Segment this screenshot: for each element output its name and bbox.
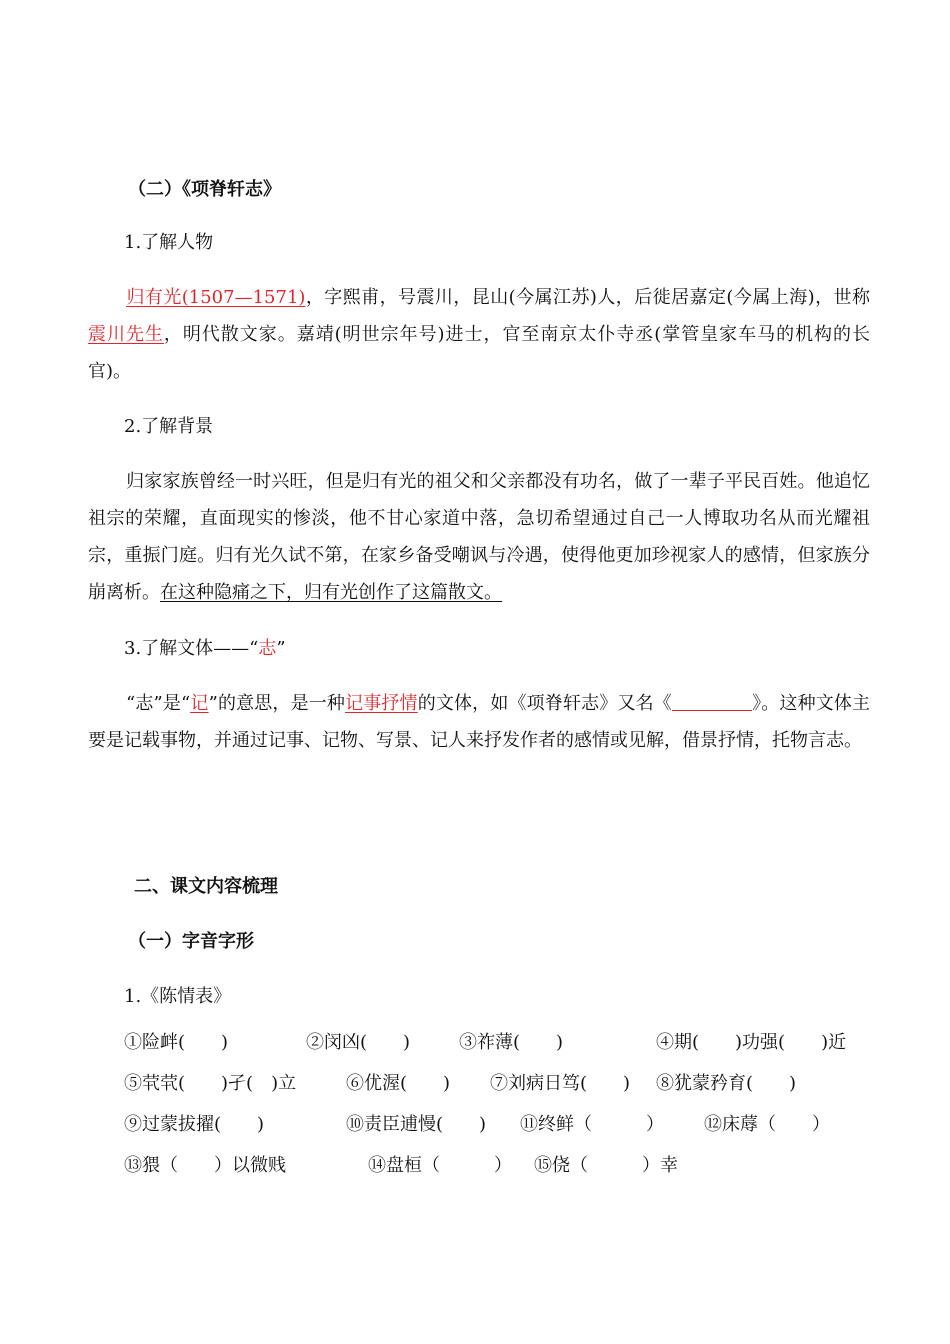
exercise-item[interactable]: ⑥优渥( ) [346, 1073, 451, 1094]
author-name-dates: 归有光(1507—1571) [126, 287, 306, 308]
paragraph-background [88, 463, 870, 611]
heading-understand-background: 2.了解背景 [124, 416, 214, 437]
section-title-content-review: 二、课文内容梳理 [134, 876, 278, 897]
heading-understand-genre [124, 637, 286, 661]
genre-heading-suffix: ” [276, 638, 286, 659]
exercise-item[interactable]: ⑧犹蒙矜育( ) [656, 1073, 797, 1094]
person-text-a: ，字熙甫，号震川，昆山(今属江苏)人，后徙居嘉定(今属上海)，世称 [305, 287, 870, 308]
exercise-item[interactable]: ④期( )功强( )近 [656, 1032, 847, 1053]
person-text-b: ，明代散文家。嘉靖(明世宗年号)进士，官至南京太仆寺丞(掌管皇家车马的机构的长官)。 [88, 324, 870, 382]
background-underlined-sentence: 在这种隐痛之下，归有光创作了这篇散文。 [160, 582, 502, 603]
exercise-item[interactable]: ②闵凶( ) [306, 1032, 411, 1053]
paragraph-genre [88, 685, 870, 759]
background-text: 归家家族曾经一时兴旺，但是归有光的祖父和父亲都没有功名，做了一辈子平民百姓。他追忆祖宗的荣耀，直面现实的惨淡，他不甘心家道中落，急切希望通过自己一人博取功名从而光耀祖宗，重振门庭。归有光久试不第，在家乡备受嘲讽与冷遇，使得他更加珍视家人的感情，但家族分崩离析。 [88, 471, 870, 603]
exercise-item[interactable]: ⑩责臣逋慢( ) [346, 1114, 487, 1135]
fill-blank-alt-title[interactable] [672, 692, 752, 711]
genre-heading-prefix: 3.了解文体——“ [124, 638, 259, 659]
exercise-item[interactable]: ⑪终鲜（ ） [520, 1114, 664, 1135]
exercise-item[interactable]: ⑮侥（ ）幸 [534, 1155, 678, 1176]
exercise-item[interactable]: ⑬猥（ ）以微贱 [124, 1155, 286, 1176]
genre-type-jishi-shuqing: 记事抒情 [345, 693, 418, 714]
exercise-item[interactable]: ⑫床蓐（ ） [704, 1114, 830, 1135]
author-alias: 震川先生 [88, 324, 164, 345]
genre-text-3: 的文体，如《项脊轩志》又名《 [417, 693, 672, 714]
genre-text-2: ”的意思，是一种 [208, 693, 346, 714]
genre-meaning-ji: 记 [190, 693, 209, 714]
exercise-item[interactable]: ⑤茕茕( )孑( )立 [124, 1073, 297, 1094]
exercise-item[interactable]: ⑨过蒙拔擢( ) [124, 1114, 265, 1135]
paragraph-person [88, 279, 870, 390]
genre-text-4: 》。这种文体主要是记载事物，并通过记事、记物、写景、记人来抒发作者的感情或见解，借景抒情，托物言志。 [88, 693, 871, 751]
genre-key-char: 志 [258, 638, 277, 659]
genre-text-1: “志”是“ [126, 693, 191, 714]
subsection-title-pronunciation: （一）字音字形 [128, 931, 254, 952]
exercise-item[interactable]: ⑦刘病日笃( ) [490, 1073, 631, 1094]
exercise-item[interactable]: ③祚薄( ) [459, 1032, 564, 1053]
exercise-item[interactable]: ⑭盘桓（ ） [368, 1155, 512, 1176]
heading-understand-person: 1.了解人物 [124, 232, 214, 253]
exercise-item[interactable]: ①险衅( ) [124, 1032, 229, 1053]
heading-chenqingbiao: 1.《陈情表》 [124, 986, 232, 1007]
section-title-xiangjixuanzhi: （二）《项脊轩志》 [128, 179, 281, 200]
